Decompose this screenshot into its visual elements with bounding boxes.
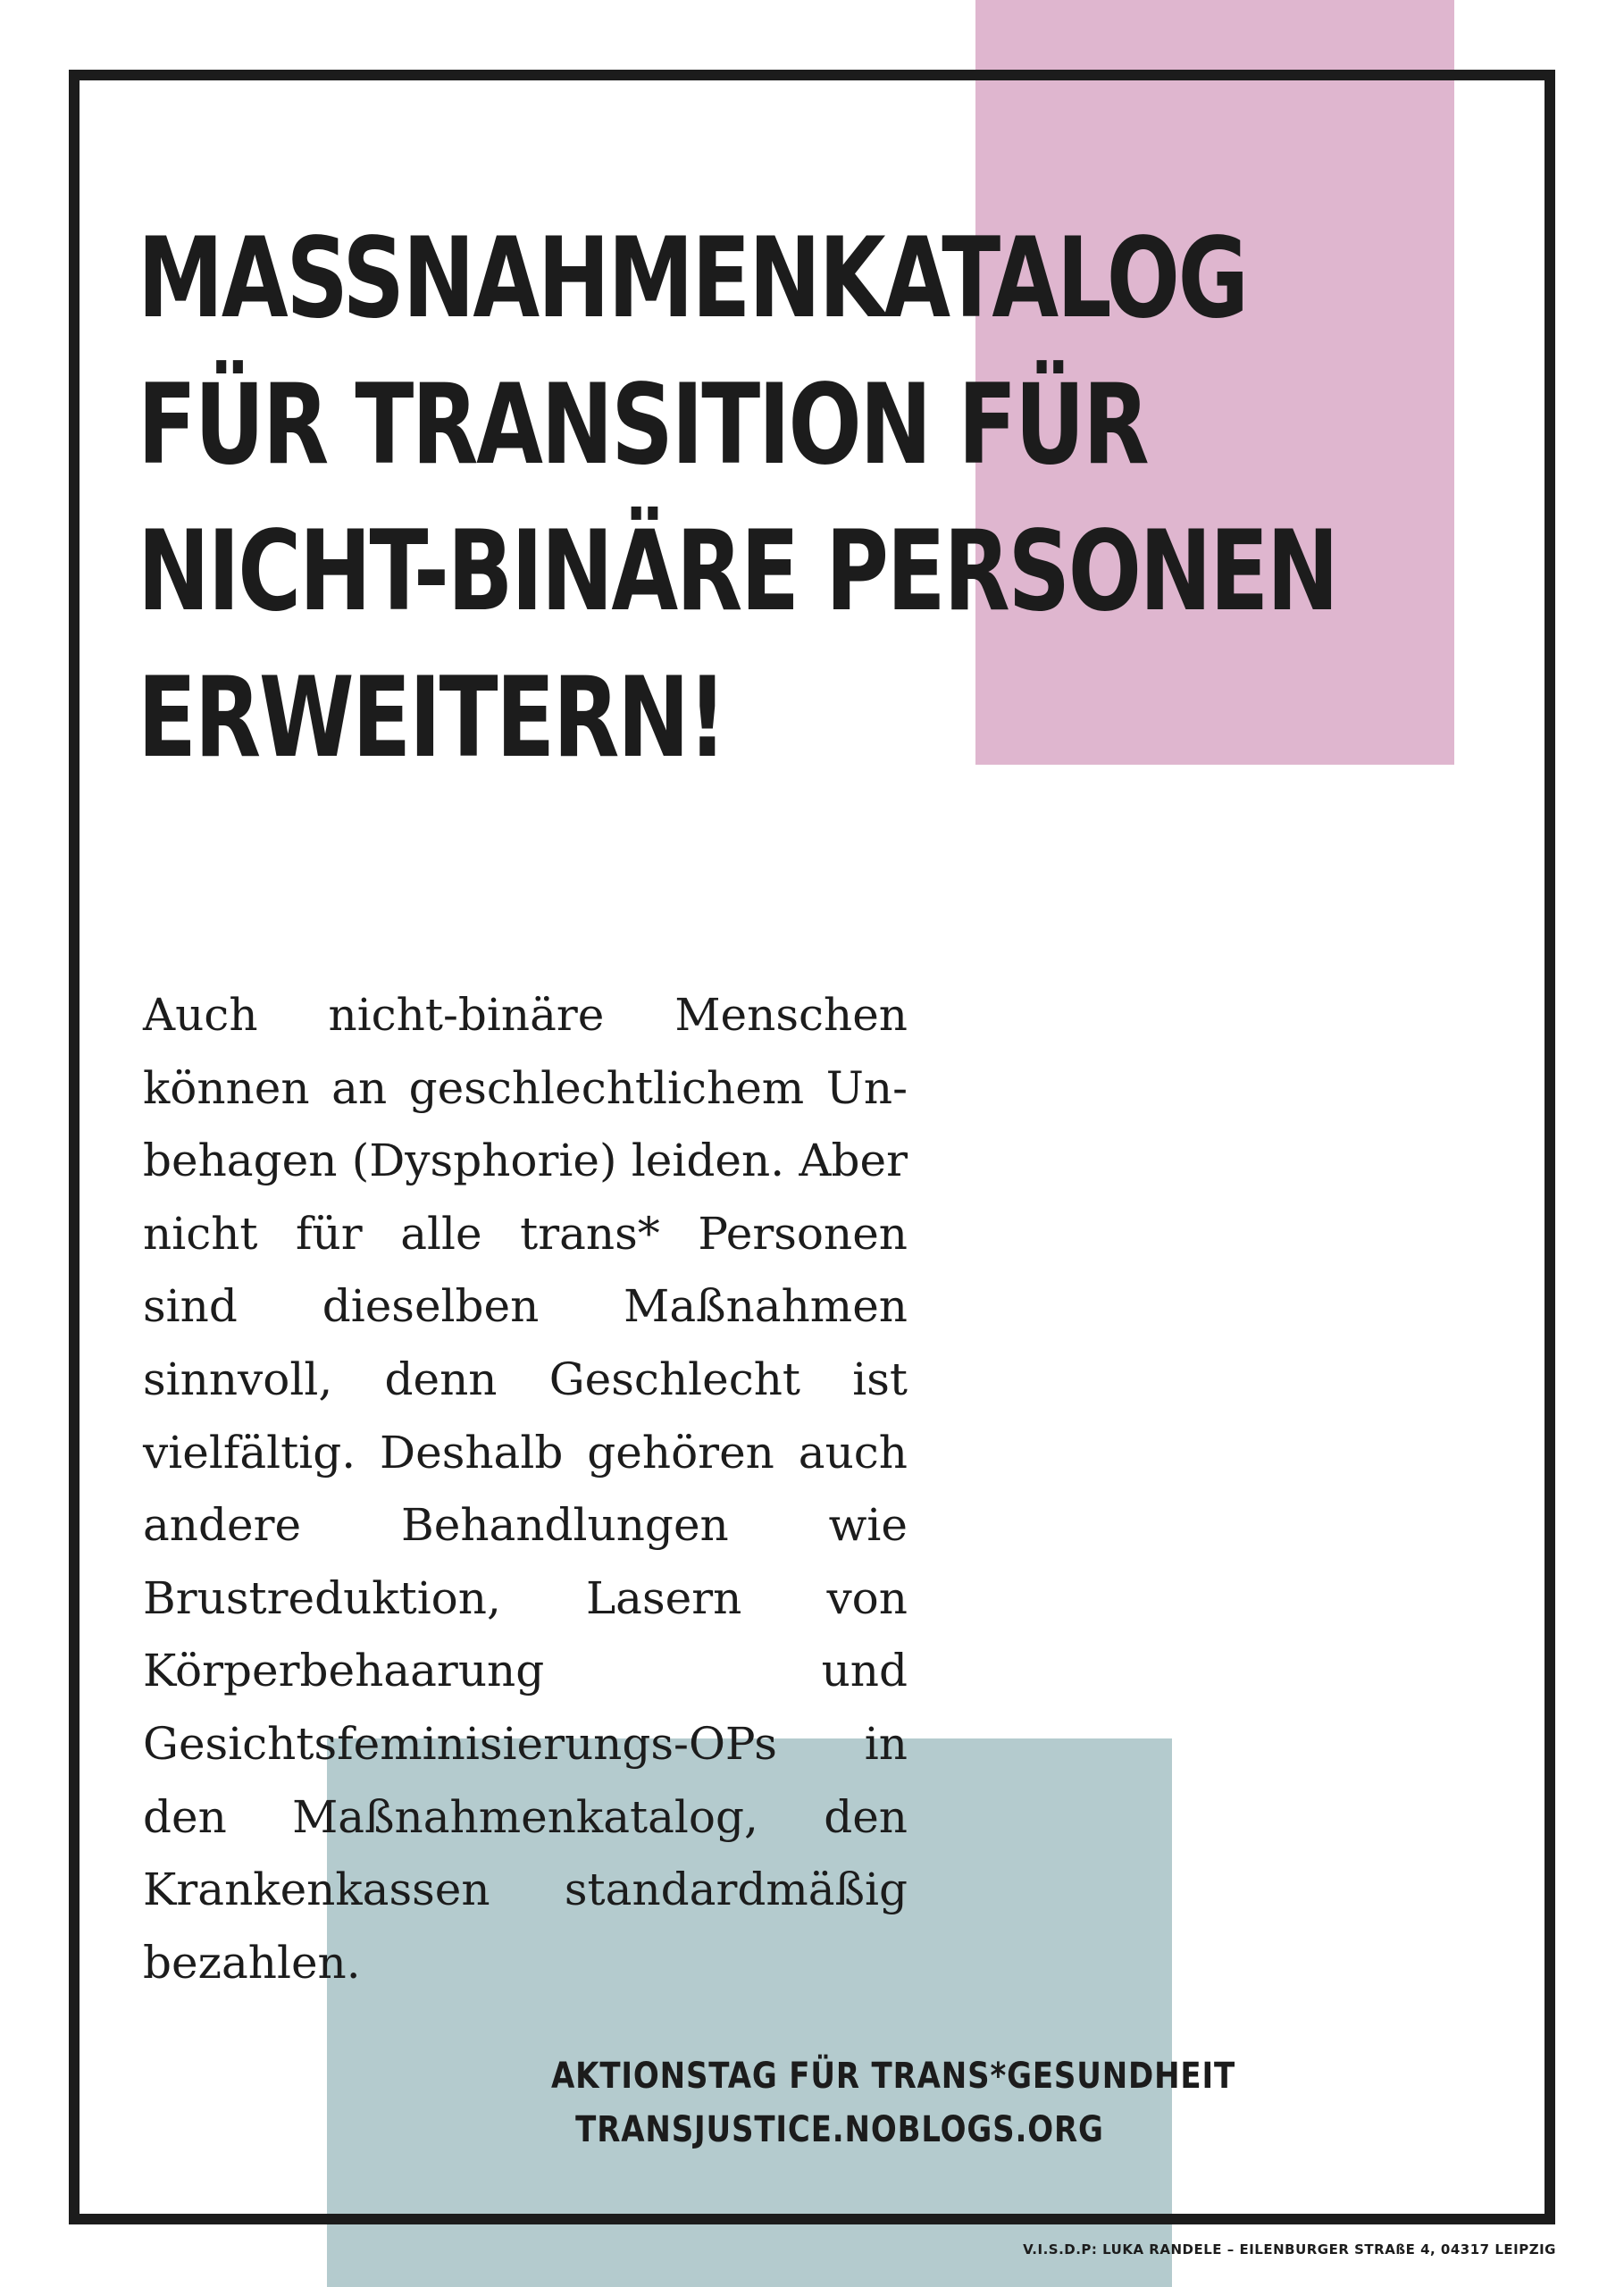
imprint-text: V.I.S.D.P: LUKA RANDELE – EILENBURGER STRAßE 4, 04317 LEIPZIG bbox=[1023, 2241, 1556, 2258]
poster-title bbox=[138, 205, 1478, 792]
body-paragraph: Auch nicht-binäre Menschen können an geschlechtlichem Unbehagen (Dysphorie) leiden. Aber nicht für alle trans* Personen sind dieselben Maßnahmen sinnvoll, denn Geschlecht ist vielfältig. Deshalb gehören auch andere Behandlungen wie Brustreduktion, Lasern von Körperbehaarung und Gesichtsfeminisierungs-OPs in den Maßnahmenkatalog, den Krankenkassen standardmäßig bezahlen. bbox=[143, 989, 908, 1989]
footer-event-name: AKTIONSTAG FÜR TRANS*GESUNDHEIT bbox=[551, 2056, 1236, 2097]
title-line-1: MASSNAHMENKATALOG bbox=[138, 214, 1247, 343]
footer-block bbox=[500, 2049, 1236, 2157]
title-line-4: ERWEITERN! bbox=[138, 654, 725, 783]
title-line-3: NICHT-BINÄRE PERSONEN bbox=[138, 507, 1337, 636]
title-line-2: FÜR TRANSITION FÜR bbox=[138, 361, 1148, 490]
footer-website: TRANSJUSTICE.NOBLOGS.ORG bbox=[575, 2109, 1104, 2150]
